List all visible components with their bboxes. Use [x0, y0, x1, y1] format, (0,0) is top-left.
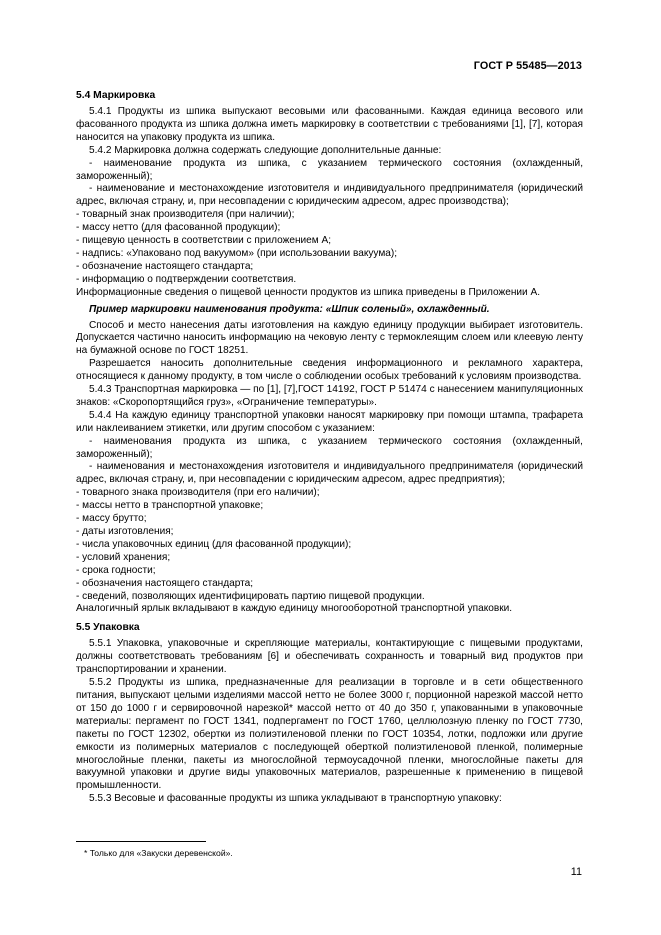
list-item: - пищевую ценность в соответствии с приложением А; — [76, 235, 332, 247]
paragraph: 5.4.4 На каждую единицу транспортной упаковки наносят маркировку при помощи штампа, трафарета или наклеиванием этикетки, или другим способом с указанием: — [76, 409, 583, 434]
list-item: - обозначения настоящего стандарта; — [76, 577, 254, 589]
document-body — [76, 89, 583, 806]
list-item: - массу нетто (для фасованной продукции); — [76, 222, 281, 234]
list-item: - наименование и местонахождение изготовителя и индивидуального предпринимателя (юридический адрес, включая страну, и, при несовпадении с юридическим адресом, адрес производства); — [76, 183, 583, 208]
list-item: - массу брутто; — [76, 513, 147, 525]
marking-example: Пример маркировки наименования продукта: «Шпик соленый», охлажденный. — [89, 303, 490, 315]
paragraph: 5.5.1 Упаковка, упаковочные и скрепляющие материалы, контактирующие с пищевыми продуктами, должны соответствовать требованиям [6] и обеспечивать сохранность и товарный вид продуктов при транспортировании и хранении. — [76, 638, 583, 676]
paragraph: Аналогичный ярлык вкладывают в каждую единицу многооборотной транспортной упаковки. — [76, 603, 513, 615]
page-number: 11 — [570, 866, 582, 878]
paragraph: 5.5.2 Продукты из шпика, предназначенные для реализации в торговле и в сети общественного питания, выпускают целыми изделиями массой нетто не более 3000 г, порционной нарезкой массой нетто от 150 до 1000 г и сервировочной нарезкой* массой нетто от 40 до 350 г, упакованными в упаковочные материалы: пергамент по ГОСТ 1341, подпергамент по ГОСТ 1760, целлюлозную пленку по ГОСТ 7730, пакеты по ГОСТ 12302, обертки из полиэтиленовой пленки по ГОСТ 10354, лотки, подложки или другие емкости из полимерных материалов с последующей оберткой полиэтиленовой пленкой, полимерные многослойные пленки, пакеты из многослойной термоусадочной пленки, многослойные пакеты для вакуумной упаковки и другие виды упаковочных материалов, разрешенные к применению в пищевой промышленности. — [76, 677, 583, 792]
list-item: - информацию о подтверждении соответствия. — [76, 273, 297, 285]
document-code: ГОСТ Р 55485—2013 — [473, 60, 582, 72]
paragraph: 5.4.3 Транспортная маркировка — по [1], [7],ГОСТ 14192, ГОСТ Р 51474 с нанесением манипуляционных знаков: «Скоропортящийся груз», «Ограничение температуры». — [76, 384, 583, 408]
list-item: - условий хранения; — [76, 551, 171, 563]
paragraph: 5.5.3 Весовые и фасованные продукты из шпика укладывают в транспортную упаковку: — [89, 793, 502, 805]
section-title-packaging: 5.5 Упаковка — [76, 622, 140, 634]
paragraph: Информационные сведения о пищевой ценности продуктов из шпика приведены в Приложении А. — [76, 286, 541, 298]
paragraph: 5.4.2 Маркировка должна содержать следующие дополнительные данные: — [89, 144, 442, 156]
list-item: - срока годности; — [76, 564, 156, 576]
list-item: - наименование продукта из шпика, с указанием термического состояния (охлажденный, замороженный); — [76, 157, 583, 182]
list-item: - надпись: «Упаковано под вакуумом» (при использовании вакуума); — [76, 247, 398, 259]
list-item: - наименования продукта из шпика, с указанием термического состояния (охлажденный, замороженный); — [76, 435, 583, 460]
list-item: - товарного знака производителя (при его наличии); — [76, 487, 320, 499]
paragraph: Способ и место нанесения даты изготовления на каждую единицу продукции выбирает изготовитель. Допускается частично наносить информацию на чековую ленту с термоклеящим слоем или клеевую ленту на бумажной основе по ГОСТ 18251. — [76, 319, 583, 357]
list-item: - наименования и местонахождения изготовителя и индивидуального предпринимателя (юридический адрес, включая страну, и, при несовпадении с юридическим адресом, адрес предприятия); — [76, 461, 583, 486]
footnote: * Только для «Закуски деревенской». — [84, 848, 233, 858]
list-item: - сведений, позволяющих идентифицировать партию пищевой продукции. — [76, 590, 425, 602]
list-item: - даты изготовления; — [76, 526, 174, 537]
list-item: - массы нетто в транспортной упаковке; — [76, 500, 264, 512]
list-item: - числа упаковочных единиц (для фасованной продукции); — [76, 538, 352, 550]
list-item: - товарный знак производителя (при наличии); — [76, 209, 295, 221]
section-title-marking: 5.4 Маркировка — [76, 90, 156, 101]
list-item: - обозначение настоящего стандарта; — [76, 260, 254, 272]
paragraph: 5.4.1 Продукты из шпика выпускают весовыми или фасованными. Каждая единица весового или фасованного продукта из шпика должна иметь маркировку в соответствии с требованиями [1], [7], которая наносится на упаковку продукта из шпика. — [76, 106, 583, 143]
footnote-divider — [76, 841, 206, 842]
paragraph: Разрешается наносить дополнительные сведения информационного и рекламного характера, относящиеся к данному продукту, в том числе о соблюдении особых требований к условиям производства. — [76, 358, 583, 383]
